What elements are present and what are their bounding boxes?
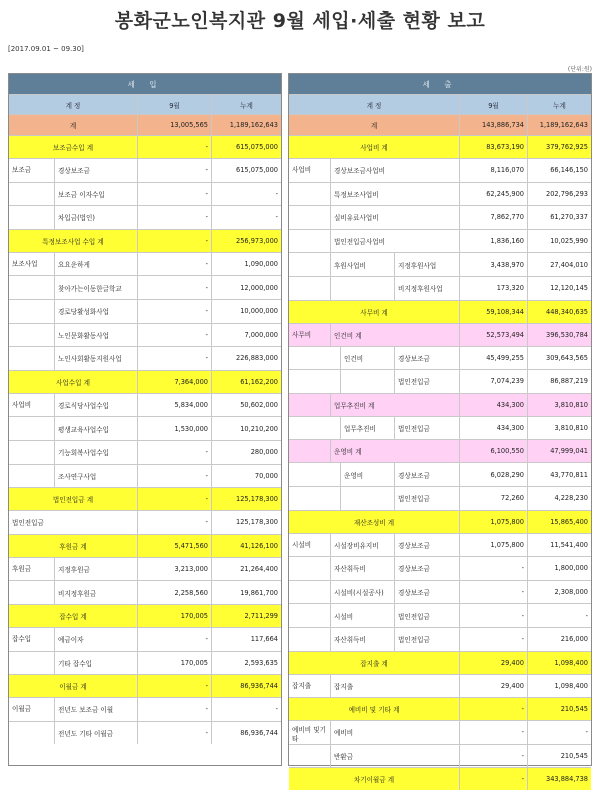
item-label: 운영비	[340, 463, 394, 486]
month-value: 3,213,000	[137, 558, 211, 581]
cumulative-value: 396,530,784	[527, 324, 591, 346]
subtotal-row	[9, 135, 281, 158]
subtotal-label: 이월금 계	[59, 683, 87, 692]
income-column-header-row	[9, 94, 281, 114]
month-value: -	[137, 324, 211, 347]
month-value: -	[459, 745, 527, 768]
cumulative-value: 210,545	[527, 745, 591, 768]
sub-subtotal-row	[289, 393, 591, 416]
cumulative-value: 216,000	[527, 628, 591, 651]
cumulative-value: 202,796,293	[527, 183, 591, 206]
line-item-row	[289, 603, 591, 627]
cumulative-value: 226,883,000	[211, 347, 281, 370]
month-value: -	[459, 604, 527, 627]
cumulative-value: -	[527, 604, 591, 627]
sub-subtotal-row	[289, 323, 591, 346]
item-label: 전년도 기타 이월금	[54, 722, 137, 745]
cumulative-value: 43,770,811	[527, 463, 591, 486]
subtotal-label: 사무비 계	[360, 308, 388, 317]
month-value: -	[459, 628, 527, 651]
month-value: -	[459, 721, 527, 744]
item-label: 경로식당사업수입	[54, 394, 137, 417]
item-sub-label: 비지정후원사업	[394, 277, 459, 300]
month-value: 83,673,190	[459, 136, 527, 158]
item-label: 차입금(법인)	[54, 206, 137, 229]
total-label: 계	[370, 122, 378, 130]
line-item-row	[289, 486, 591, 510]
cumulative-value: -	[211, 183, 281, 206]
cumulative-value: 3,810,810	[527, 417, 591, 440]
month-value: -	[137, 511, 211, 534]
item-sub-label: 경상보조금	[394, 557, 459, 580]
line-item-row	[289, 556, 591, 580]
report-period: [2017.09.01 ~ 09.30]	[8, 45, 84, 53]
subtotal-row	[289, 300, 591, 323]
cumulative-value: 256,973,000	[211, 230, 281, 252]
item-label: 비지정후원금	[54, 581, 137, 604]
cumulative-value: 10,210,200	[211, 417, 281, 440]
month-value: -	[459, 768, 527, 790]
cumulative-value: 379,762,925	[527, 136, 591, 158]
month-value: -	[137, 628, 211, 651]
page-title: 봉화군노인복지관 9월 세입·세출 현황 보고	[114, 10, 486, 32]
cumulative-value: 15,865,400	[527, 511, 591, 533]
category-label: 사무비	[292, 330, 312, 339]
line-item-row	[289, 462, 591, 486]
month-value: -	[137, 488, 211, 510]
month-column-header: 9월	[137, 95, 211, 114]
subtotal-label: 예비비 및 기타 계	[348, 706, 400, 715]
item-sub-label: 법인전입금	[394, 487, 459, 510]
cumulative-value: 86,887,219	[527, 370, 591, 393]
cumulative-value: 12,120,145	[527, 277, 591, 300]
month-value: -	[137, 722, 211, 745]
subtotal-label: 잡수입 계	[59, 613, 87, 621]
subtotal-row	[9, 534, 281, 557]
line-item-row	[289, 346, 591, 370]
item-label: 노인문화활동사업	[54, 324, 137, 347]
cumulative-value: 309,643,565	[527, 347, 591, 370]
month-value: 1,075,800	[459, 511, 527, 533]
cumulative-value: 12,000,000	[211, 276, 281, 299]
sub-subtotal-label: 인건비 계	[330, 324, 459, 346]
cumulative-value: 4,228,230	[527, 487, 591, 510]
item-label: 보조금 이자수입	[54, 183, 137, 206]
category-label: 보조금	[12, 166, 32, 174]
month-value: -	[137, 230, 211, 252]
subtotal-row	[289, 651, 591, 674]
expense-column-header-row	[289, 94, 591, 114]
month-value: 1,530,000	[137, 417, 211, 440]
cumulative-value: 61,270,337	[527, 206, 591, 229]
line-item-row	[289, 720, 591, 744]
item-sub-label: 경상보조금	[394, 347, 459, 370]
subtotal-label: 사업비 계	[360, 144, 388, 152]
item-label: 전년도 보조금 이월	[54, 698, 137, 721]
month-value: 1,836,160	[459, 230, 527, 253]
category-label: 잡지출	[292, 681, 312, 690]
line-item-row	[9, 510, 281, 534]
month-value: 7,862,770	[459, 206, 527, 229]
line-item-row	[289, 416, 591, 440]
item-sub-label: 법인전입금	[394, 370, 459, 393]
item-label: 기타 잡수입	[54, 652, 137, 675]
income-total-row	[9, 114, 281, 135]
month-value: 62,245,900	[459, 183, 527, 206]
category-label: 사업비	[12, 400, 32, 409]
item-label: 조사연구사업	[54, 465, 137, 488]
item-sub-label: 경상보조금	[394, 463, 459, 486]
subtotal-label: 잡지출 계	[360, 659, 388, 668]
month-value: -	[459, 557, 527, 580]
category-label: 이월금	[12, 705, 32, 714]
month-value: 29,400	[459, 675, 527, 698]
cumulative-value: 125,178,300	[211, 488, 281, 510]
month-value: 434,300	[459, 417, 527, 440]
report-tables	[8, 73, 592, 785]
item-sub-label: 법인전입금	[394, 628, 459, 651]
item-label: 노인사회활동지원사업	[54, 347, 137, 370]
total-label: 계	[69, 122, 77, 130]
cumulative-value: 1,189,162,643	[527, 115, 591, 135]
expense-header: 세 출	[422, 79, 458, 89]
cumulative-value: 19,861,700	[211, 581, 281, 604]
cumulative-value: 70,000	[211, 465, 281, 488]
cumulative-value: 61,162,200	[211, 371, 281, 393]
item-label: 예금이자	[54, 628, 137, 651]
line-item-row	[289, 744, 591, 768]
month-value: -	[459, 581, 527, 604]
expense-total-row	[289, 114, 591, 135]
item-label: 예비비	[330, 721, 459, 744]
category-label: 시설비	[292, 540, 312, 549]
item-label: 잡지출	[330, 675, 459, 698]
cumulative-value: 280,000	[211, 441, 281, 464]
month-value: 6,028,290	[459, 463, 527, 486]
month-value: 72,260	[459, 487, 527, 510]
month-value: 5,834,000	[137, 394, 211, 417]
expense-table	[288, 73, 592, 785]
category-label: 예비비 및기타	[292, 726, 326, 744]
month-value: 13,005,565	[137, 115, 211, 135]
month-value: 173,320	[459, 277, 527, 300]
item-label: 실비유료사업비	[330, 206, 459, 229]
item-sub-label: 법인전입금	[394, 417, 459, 440]
line-item-row	[289, 205, 591, 229]
item-label: 경상보조금사업비	[330, 159, 459, 182]
month-value: 7,074,239	[459, 370, 527, 393]
cumulative-value: 3,810,810	[527, 394, 591, 416]
item-sub-label: 지정후원사업	[394, 253, 459, 276]
month-value: 52,573,494	[459, 324, 527, 346]
item-label: 시설비	[330, 604, 394, 627]
cumulative-value: 2,593,635	[211, 652, 281, 675]
item-label	[340, 487, 394, 510]
cumulative-value: 1,098,400	[527, 675, 591, 698]
category-label: 보조사업	[12, 259, 38, 268]
line-item-row	[289, 369, 591, 393]
cumulative-value: -	[211, 698, 281, 721]
subtotal-label: 사업수입 계	[56, 378, 90, 387]
line-item-row	[289, 674, 591, 698]
subtotal-row	[289, 135, 591, 158]
item-label: 찾아가는이동한글학교	[54, 276, 137, 299]
item-label: 요요운하게	[54, 253, 137, 276]
expense-header-row	[289, 74, 591, 94]
item-label: 자산취득비	[330, 628, 394, 651]
subtotal-label: 재산조성비 계	[353, 518, 395, 527]
subtotal-row	[9, 487, 281, 510]
cumulative-value: 2,711,299	[211, 605, 281, 627]
cumulative-value: 10,025,990	[527, 230, 591, 253]
income-table	[8, 73, 282, 766]
item-label: 평생교육사업수입	[54, 417, 137, 440]
cumulative-value: 27,404,010	[527, 253, 591, 276]
subtotal-label: 차기이월금 계	[353, 776, 395, 785]
cumulative-value: 50,602,000	[211, 394, 281, 417]
sub-subtotal-row	[289, 439, 591, 462]
subtotal-label: 법인전입금 계	[52, 496, 94, 505]
item-sub-label: 경상보조금	[394, 534, 459, 557]
item-label: 특정보조사업비	[330, 183, 459, 206]
item-label: 업무추진비	[340, 417, 394, 440]
cumulative-value: 1,090,000	[211, 253, 281, 276]
income-header: 세 입	[127, 79, 163, 89]
line-item-row	[289, 252, 591, 276]
cumulative-value: 1,800,000	[527, 557, 591, 580]
line-item-row	[289, 276, 591, 300]
cumulative-value: 125,178,300	[211, 511, 281, 534]
cumulative-value: 2,308,000	[527, 581, 591, 604]
month-value: 59,108,344	[459, 301, 527, 323]
cumulative-column-header: 누계	[527, 95, 591, 114]
item-label	[340, 370, 394, 393]
item-label	[330, 277, 394, 300]
line-item-row	[289, 182, 591, 206]
cumulative-value: 7,000,000	[211, 324, 281, 347]
month-value: 2,258,560	[137, 581, 211, 604]
cumulative-value: 21,264,400	[211, 558, 281, 581]
month-value: -	[137, 136, 211, 158]
month-value: 29,400	[459, 652, 527, 674]
cumulative-value: 41,126,100	[211, 535, 281, 557]
cumulative-value: 1,098,400	[527, 652, 591, 674]
cumulative-value: 10,000,000	[211, 300, 281, 323]
subtotal-row	[9, 229, 281, 252]
month-value: 6,100,550	[459, 440, 527, 462]
month-value: -	[137, 276, 211, 299]
item-label: 법인전입금	[12, 519, 44, 528]
item-label: 법인전입금사업비	[330, 230, 459, 253]
month-value: -	[137, 347, 211, 370]
month-value: 434,300	[459, 394, 527, 416]
line-item-row	[289, 627, 591, 651]
month-value: -	[137, 465, 211, 488]
item-label: 시설장비유지비	[330, 534, 394, 557]
cumulative-value: 86,936,744	[211, 675, 281, 697]
month-value: 1,075,800	[459, 534, 527, 557]
item-label: 지정후원금	[54, 558, 137, 581]
month-value: 170,005	[137, 652, 211, 675]
month-value: 7,364,000	[137, 371, 211, 393]
month-value: 170,005	[137, 605, 211, 627]
line-item-row	[289, 229, 591, 253]
month-value: -	[137, 159, 211, 182]
month-value: -	[137, 206, 211, 229]
subtotal-row	[9, 604, 281, 627]
cumulative-column-header: 누계	[211, 95, 281, 114]
subtotal-label: 특정보조사업 수입 계	[42, 237, 104, 246]
subtotal-row	[9, 674, 281, 697]
month-value: -	[137, 675, 211, 697]
month-value: -	[137, 183, 211, 206]
item-label: 반환금	[330, 745, 459, 768]
month-value: -	[137, 300, 211, 323]
account-column-header: 계 정	[366, 101, 382, 110]
month-column-header: 9월	[459, 95, 527, 114]
month-value: 3,438,970	[459, 253, 527, 276]
item-label: 자산취득비	[330, 557, 394, 580]
month-value: -	[459, 698, 527, 720]
cumulative-value: 11,541,400	[527, 534, 591, 557]
item-label: 기능회복사업수입	[54, 441, 137, 464]
item-label: 시설비(시설공사)	[330, 581, 394, 604]
cumulative-value: 117,664	[211, 628, 281, 651]
month-value: 5,471,560	[137, 535, 211, 557]
category-label: 후원금	[12, 564, 32, 573]
month-value: -	[137, 441, 211, 464]
cumulative-value: 210,545	[527, 698, 591, 720]
item-label: 경로당활성화사업	[54, 300, 137, 323]
cumulative-value: -	[527, 721, 591, 744]
cumulative-value: 66,146,150	[527, 159, 591, 182]
subtotal-label: 후원금 계	[59, 542, 87, 551]
item-sub-label: 경상보조금	[394, 581, 459, 604]
month-value: 8,116,070	[459, 159, 527, 182]
subtotal-row	[289, 767, 591, 790]
item-label: 경상보조금	[54, 159, 137, 182]
cumulative-value: 343,884,738	[527, 768, 591, 790]
cumulative-value: -	[211, 206, 281, 229]
sub-subtotal-label: 운영비 계	[330, 440, 459, 462]
line-item-row	[289, 533, 591, 557]
cumulative-value: 86,936,744	[211, 722, 281, 745]
item-label: 인건비	[340, 347, 394, 370]
income-header-row	[9, 74, 281, 94]
cumulative-value: 615,075,000	[211, 136, 281, 158]
month-value: 45,499,255	[459, 347, 527, 370]
item-sub-label: 법인전입금	[394, 604, 459, 627]
category-label: 잡수입	[12, 635, 32, 643]
cumulative-value: 1,189,162,643	[211, 115, 281, 135]
sub-subtotal-label: 업무추진비 계	[330, 394, 459, 416]
line-item-row	[289, 158, 591, 182]
subtotal-row	[289, 697, 591, 720]
month-value: 143,886,734	[459, 115, 527, 135]
cumulative-value: 615,075,000	[211, 159, 281, 182]
cumulative-value: 448,340,635	[527, 301, 591, 323]
item-label: 후원사업비	[330, 253, 394, 276]
month-value: -	[137, 253, 211, 276]
category-label: 사업비	[292, 166, 312, 174]
month-value: -	[137, 698, 211, 721]
unit-label: (단위:원)	[567, 66, 592, 73]
subtotal-row	[289, 510, 591, 533]
subtotal-label: 보조금수입 계	[52, 144, 94, 152]
line-item-row	[289, 580, 591, 604]
account-column-header: 계 정	[65, 101, 81, 110]
subtotal-row	[9, 370, 281, 393]
cumulative-value: 47,999,041	[527, 440, 591, 462]
